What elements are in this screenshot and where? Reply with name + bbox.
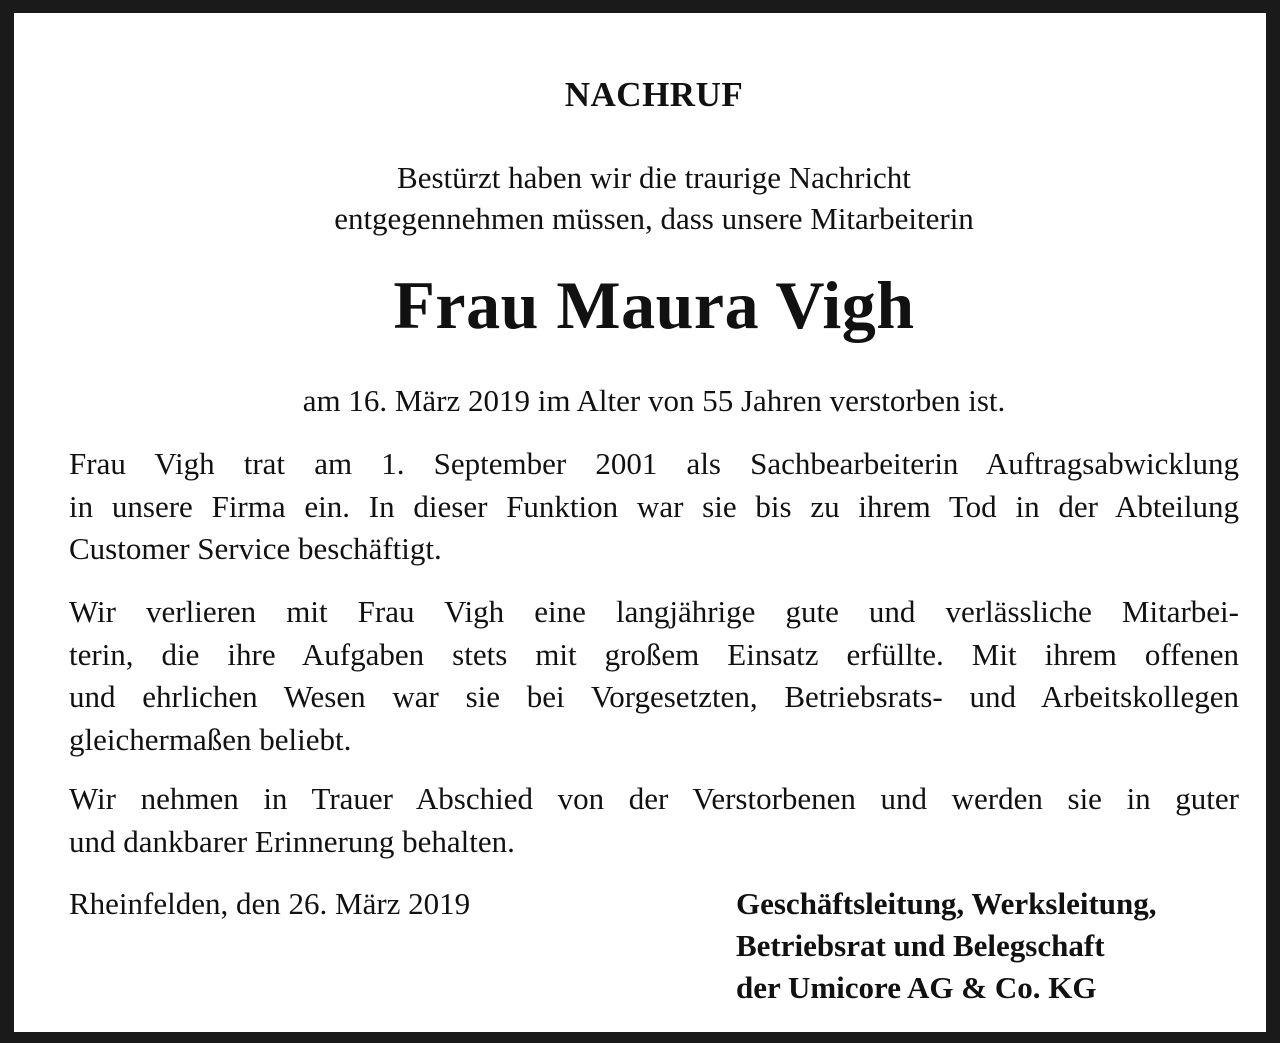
place-date: Rheinfelden, den 26. März 2019 (69, 886, 471, 921)
signature-block (736, 883, 1157, 1009)
paragraph-line: terin, die ihre Aufgaben stets mit großem Einsatz erfüllte. Mit ihrem offenen (69, 636, 1239, 672)
paragraph-line: gleichermaßen beliebt. (69, 721, 352, 757)
paragraph-tribute (69, 591, 1239, 761)
death-date-line: am 16. März 2019 im Alter von 55 Jahren verstorben ist. (302, 383, 1006, 418)
signature-line: Geschäftsleitung, Werksleitung, (736, 886, 1157, 921)
signature-line: der Umicore AG & Co. KG (736, 970, 1097, 1005)
paragraph-employment (69, 443, 1239, 571)
paragraph-line: und ehrlichen Wesen war sie bei Vorgesetzten, Betriebsrats- und Arbeitskollegen (69, 679, 1239, 714)
notice-heading: NACHRUF (564, 75, 744, 114)
intro-text (69, 157, 1239, 239)
paragraph-line: Frau Vigh trat am 1. September 2001 als Sachbearbeiterin Auftragsabwicklung (69, 446, 1239, 481)
paragraph-line: Wir verlieren mit Frau Vigh eine langjährige gute und verlässliche Mitarbei- (69, 594, 1239, 629)
deceased-name: Frau Maura Vigh (393, 267, 915, 343)
signature-line: Betriebsrat und Belegschaft (736, 928, 1105, 963)
intro-line: entgegennehmen müssen, dass unsere Mitarbeiterin (334, 201, 974, 236)
paragraph-line: und dankbarer Erinnerung behalten. (69, 823, 515, 859)
intro-line: Bestürzt haben wir die traurige Nachricht (397, 160, 911, 195)
paragraph-line: Customer Service beschäftigt. (69, 531, 442, 566)
paragraph-line: in unsere Firma ein. In dieser Funktion war sie bis zu ihrem Tod in der Abteilung (69, 488, 1239, 524)
paragraph-line: Wir nehmen in Trauer Abschied von der Verstorbenen und werden sie in guter (69, 781, 1239, 816)
paragraph-farewell (69, 778, 1239, 863)
